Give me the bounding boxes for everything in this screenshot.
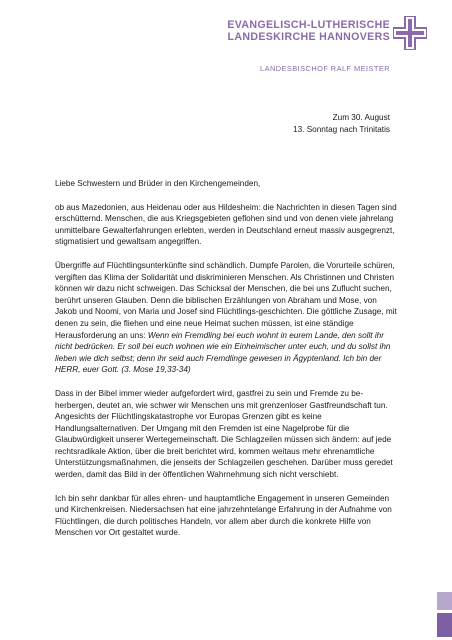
paragraph-4: Ich bin sehr dankbar für alles ehren- und hauptamtliche Engagement in unseren Gemeinden und Kirchenkreisen. Niedersachsen hat eine jahrzehntelange Erfahrung in der Aufnahme von Flüchtlingen, die durch politisches Handeln, vor allem aber durch die konkrete Hilfe von Menschen vor Ort gestaltet wurde.: [55, 493, 392, 538]
paragraph-1: ob aus Mazedonien, aus Heidenau oder aus Hildesheim: die Nachrichten in diesen Tagen sind erschütternd. Menschen, die aus Kriegsgebieten geflohen sind und von denen viele jahrelang unmittelbare Gewalterfahrungen erlebten, werden in Deutschland erneut massiv ausgegrenzt, stigmatisiert und gewaltsam angegriffen.: [55, 202, 397, 247]
date: Zum 30. August: [332, 113, 390, 122]
organization-name-line1: EVANGELISCH-LUTHERISCHE: [227, 19, 390, 31]
bishop-name: LANDESBISCHOF RALF MEISTER: [260, 64, 390, 73]
organization-name-line2: LANDESKIRCHE HANNOVERS: [227, 31, 390, 43]
salutation: Liebe Schwestern und Brüder in den Kirchengemeinden,: [55, 179, 261, 188]
liturgical-day: 13. Sonntag nach Trinitatis: [293, 125, 390, 134]
decorative-sidebar-bar: [437, 592, 452, 610]
letter-body: [55, 178, 397, 551]
organization-name: [227, 19, 390, 43]
paragraph-2-text: Übergriffe auf Flüchtlingsunterkünfte sind schändlich. Dumpfe Parolen, die Vorurteile schüren, vergiften das Klima der Solidarität und diskriminieren Menschen. Als Christinnen und Christen können wir dazu nicht schweigen. Das Schicksal der Menschen, die bei uns Zuflucht suchen, berührt unseren Glauben. Denn die biblischen Erzählungen von Abraham und Mose, von Jakob und Noomi, von Maria und Josef sind Flüchtlings-geschichten. Die göttliche Zusage, mit denen zu sein, die fliehen und eine neue Heimat suchen müssen, ist eine ständige Herausforderung an uns:: [55, 260, 397, 340]
cross-logo-icon: [393, 16, 427, 50]
paragraph-3: Dass in der Bibel immer wieder aufgefordert wird, gastfrei zu sein und Fremde zu be-herbergen, deutet an, wie schwer wir Menschen uns mit grenzenloser Gastfreundschaft tun. Angesichts der Flüchtlingskatastrophe vor Europas Grenzen gibt es keine Handlungsalternativen. Der Umgang mit den Fremden ist eine Nagelprobe für die Glaubwürdigkeit unserer Wertegemeinschaft. Die Schlagzeilen müssen sich ändern: auf jede rechtsradikale Aktion, über die breit berichtet wird, kommen weitaus mehr ehrenamtliche Unterstützungsmaßnahmen, die jenseits der Schlagzeilen geschehen. Darüber muss geredet werden, damit das Bild in der öffentlichen Wahrnehmung sich nicht verschiebt.: [55, 388, 393, 480]
paragraph-2: [55, 260, 397, 376]
bible-quote: Wenn ein Fremdling bei euch wohnt in eurem Lande, den sollt ihr nicht bedrücken. Er soll bei euch wohnen wie ein Einheimischer unter euch, und du sollst ihn lieben wie dich selbst; denn ihr seid auch Fremdlinge gewesen in Ägyptenland. Ich bin der HERR, euer Gott. (3. Mose 19,33-34): [55, 330, 391, 375]
decorative-sidebar-bar: [437, 613, 452, 637]
dateline: [293, 112, 390, 136]
